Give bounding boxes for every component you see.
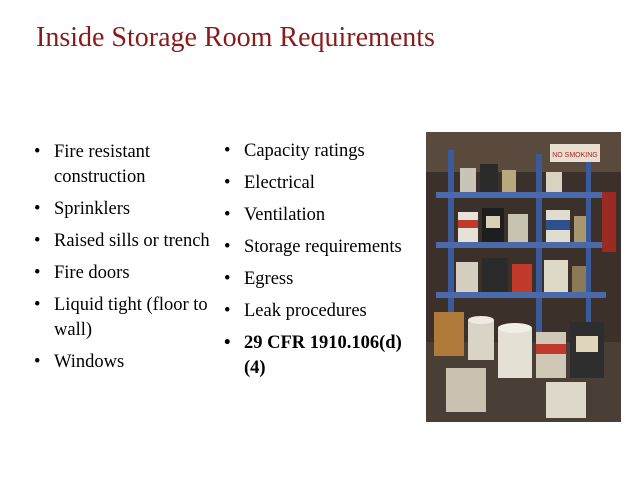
bullet-item: • Windows: [32, 350, 212, 375]
bullet-item: • Sprinklers: [32, 197, 212, 222]
slide-title: Inside Storage Room Requirements: [36, 22, 435, 53]
bullet-item: • Raised sills or trench: [32, 229, 212, 254]
regulation-citation: • 29 CFR 1910.106(d)(4): [222, 331, 422, 381]
storage-room-illustration: [426, 132, 621, 422]
no-smoking-sign: NO SMOKING: [552, 152, 598, 159]
bullet-item: • Electrical: [222, 171, 422, 196]
bullet-item: • Capacity ratings: [222, 139, 422, 164]
bullet-item: • Fire doors: [32, 261, 212, 286]
right-bullet-list: [222, 139, 422, 388]
bullet-item: • Storage requirements: [222, 235, 422, 260]
bullet-item: • Egress: [222, 267, 422, 292]
bullet-item: • Liquid tight (floor to wall): [32, 293, 212, 343]
bullet-item: • Ventilation: [222, 203, 422, 228]
bullet-item: • Fire resistant construction: [32, 140, 212, 190]
bullet-item: • Leak procedures: [222, 299, 422, 324]
storage-room-photo: [426, 132, 621, 422]
left-bullet-list: [32, 140, 212, 382]
